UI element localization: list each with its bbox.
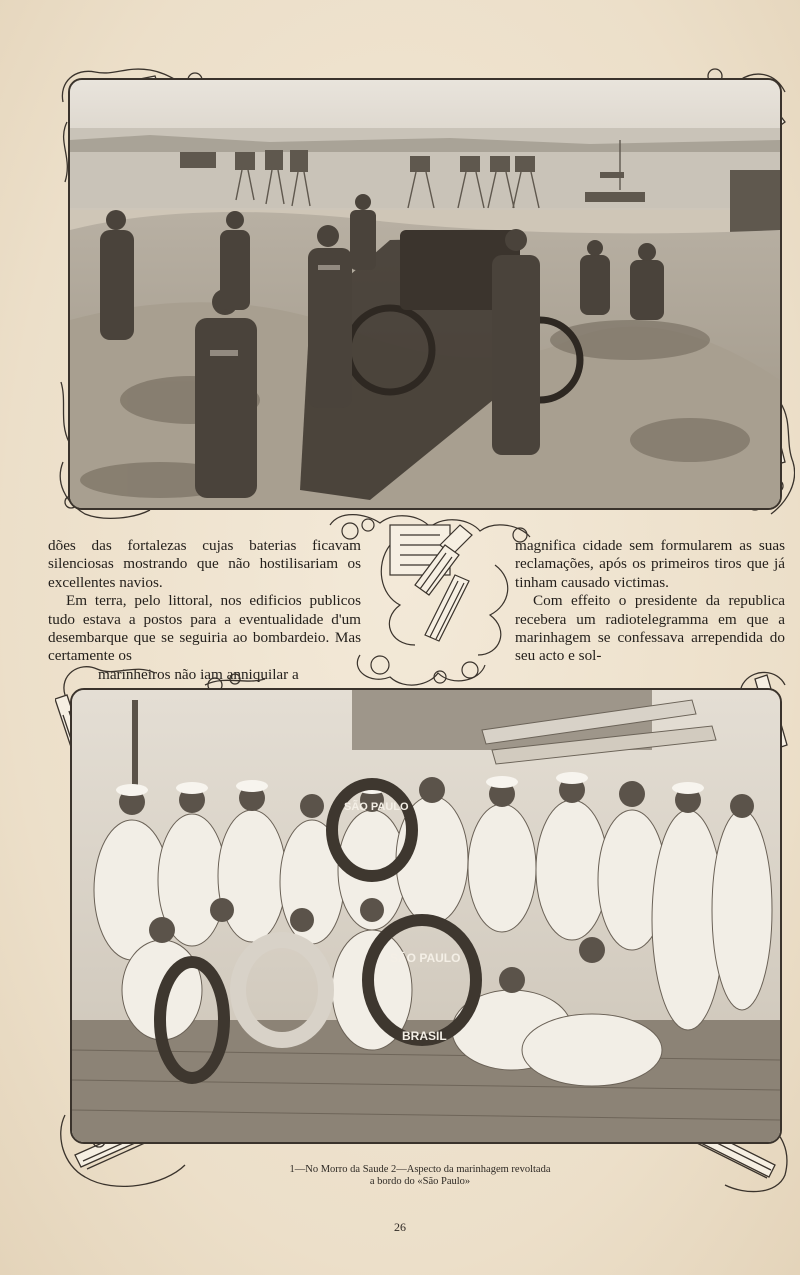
left-paragraph-2: Em terra, pelo littoral, nos edificios publicos tudo estava a postos para a eventualidade d'um desembarque que se seguiria ao bombardeio. Mas certamente os: [48, 592, 361, 665]
article-right-column: [515, 537, 785, 666]
caption-line-2: a bordo do «São Paulo»: [369, 1176, 471, 1187]
left-paragraph-1: dões das fortalezas cujas baterias ficavam silenciosas mostrando que não hostilisariam os excellentes navios.: [48, 537, 361, 591]
artillery-photo: [68, 78, 782, 510]
sailors-photo: [70, 688, 782, 1144]
lifebuoy-label-top: SÃO PAULO: [344, 801, 409, 813]
right-paragraph-1: magnifica cidade sem formularem as suas reclamações, após os primeiros tiros que já tinham causado victimas.: [515, 537, 785, 591]
lifebuoy-label-center: SÃO PAULO: [390, 951, 461, 965]
photo-caption: [200, 1164, 640, 1188]
lifebuoy-label-brasil: BRASIL: [402, 1029, 447, 1043]
right-paragraph-2: Com effeito o presidente da republica recebera um radiotelegramma em que a marinhagem se confessava arrependida do seu acto e sol-: [515, 592, 785, 665]
caption-line-1: 1—No Morro da Saude 2—Aspecto da marinhagem revoltada: [289, 1164, 551, 1175]
page-number: 26: [394, 1220, 406, 1234]
left-paragraph-3: marinheiros não iam anniquilar a: [98, 665, 299, 683]
